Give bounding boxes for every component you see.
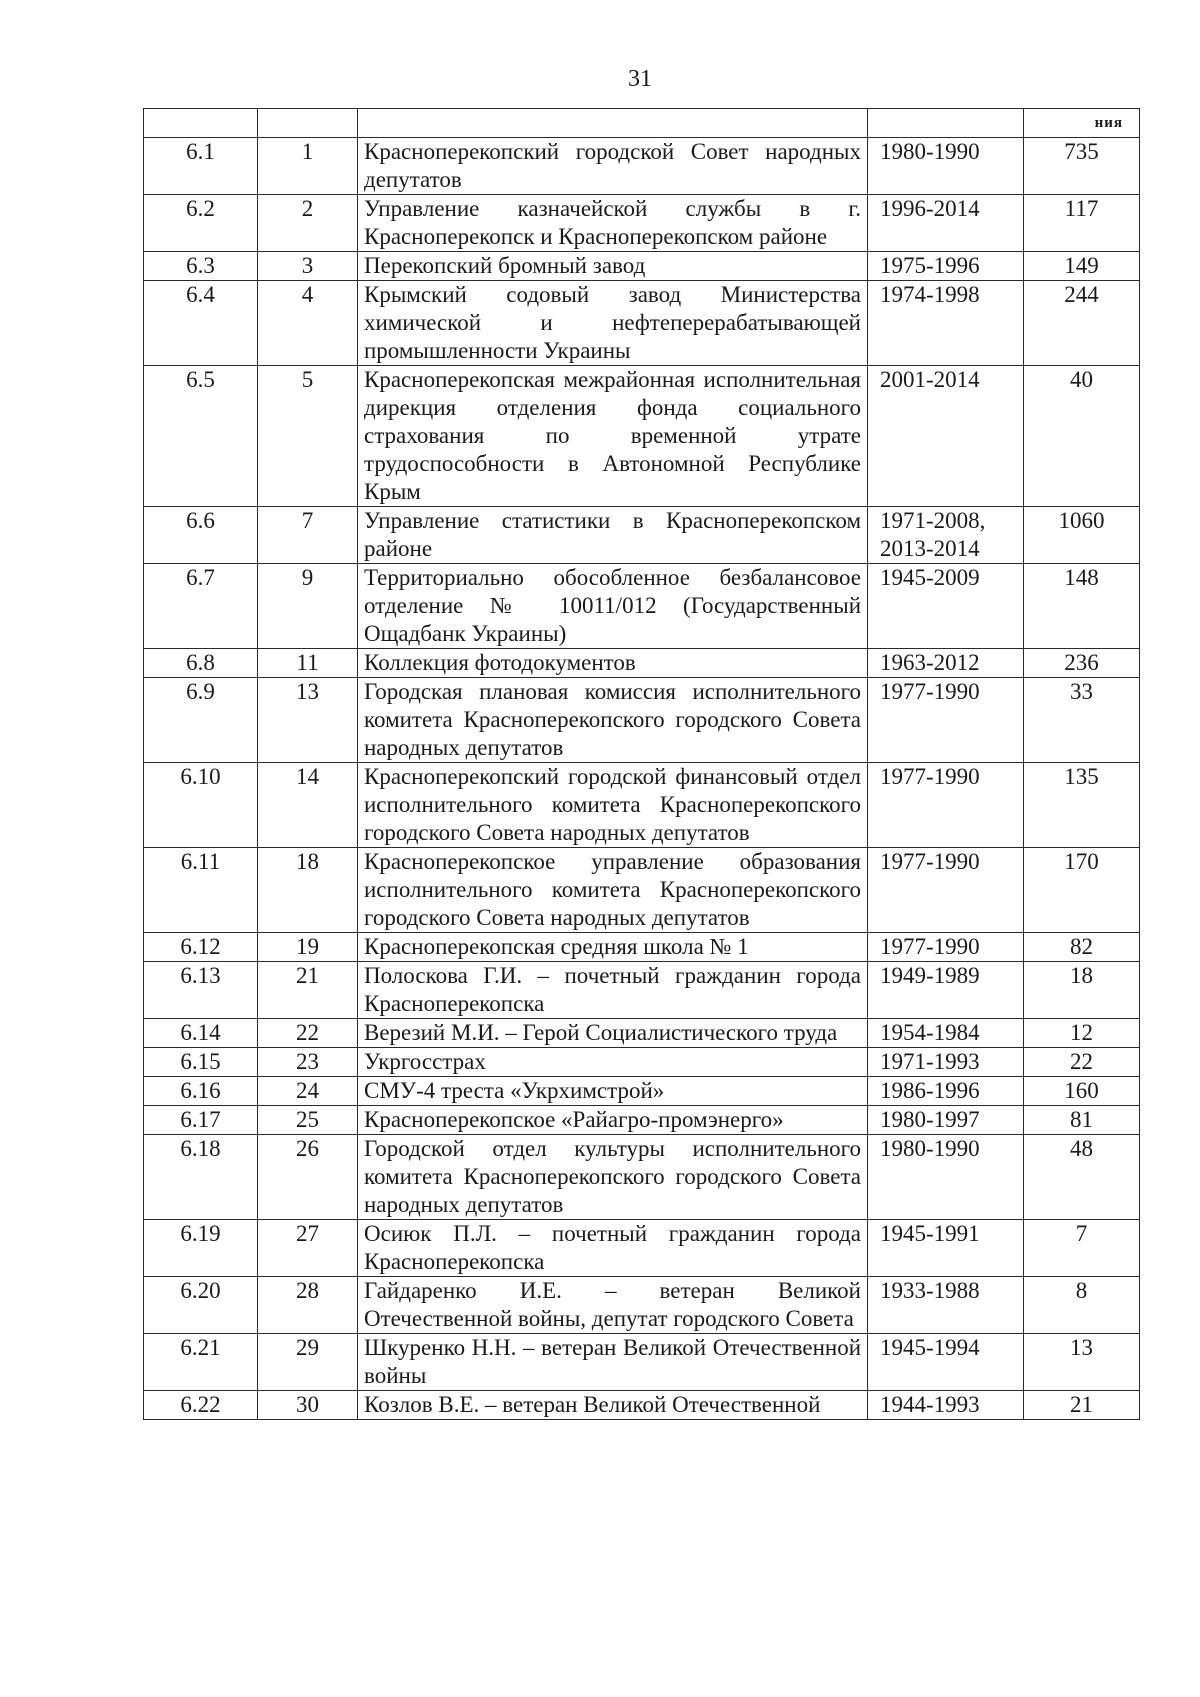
row-section-number: 6.4: [144, 281, 258, 366]
row-section-number: 6.5: [144, 366, 258, 507]
row-fond-number: 23: [258, 1048, 358, 1077]
page-number: 31: [628, 66, 652, 92]
row-section-number: 6.18: [144, 1135, 258, 1220]
row-fond-name: Шкуренко Н.Н. – ветеран Великой Отечественной войны: [358, 1334, 868, 1391]
row-item-count: 148: [1024, 564, 1140, 649]
row-fond-name: Укргосстрах: [358, 1048, 868, 1077]
row-fond-name: Красноперекопская межрайонная исполнительная дирекция отделения фонда социального страхования по временной утрате трудоспособности в Автономной Республике Крым: [358, 366, 868, 507]
row-section-number: 6.13: [144, 962, 258, 1019]
row-years: 2001-2014: [868, 366, 1024, 507]
row-fond-name: Красноперекопское «Райагро-промэнерго»: [358, 1106, 868, 1135]
row-fond-number: 9: [258, 564, 358, 649]
archive-fonds-table: [143, 108, 1140, 1420]
row-fond-name: Коллекция фотодокументов: [358, 649, 868, 678]
row-fond-name: Осиюк П.Л. – почетный гражданин города Красноперекопска: [358, 1220, 868, 1277]
row-years: 1971-2008, 2013-2014: [868, 507, 1024, 564]
header-cell: [1024, 109, 1140, 138]
row-section-number: 6.16: [144, 1077, 258, 1106]
row-section-number: 6.6: [144, 507, 258, 564]
row-section-number: 6.1: [144, 138, 258, 195]
row-section-number: 6.22: [144, 1391, 258, 1420]
row-fond-number: 28: [258, 1277, 358, 1334]
header-cell: [258, 109, 358, 138]
row-section-number: 6.3: [144, 252, 258, 281]
table-row: [144, 564, 1140, 649]
row-years: 1980-1990: [868, 1135, 1024, 1220]
row-fond-name: Городская плановая комиссия исполнительного комитета Красноперекопского городского Совета народных депутатов: [358, 678, 868, 763]
row-item-count: 13: [1024, 1334, 1140, 1391]
table-header-row: [144, 109, 1140, 138]
row-section-number: 6.11: [144, 848, 258, 933]
row-fond-name: Территориально обособленное безбалансовое отделение № 10011/012 (Государственный Ощадбанк Украины): [358, 564, 868, 649]
row-item-count: 21: [1024, 1391, 1140, 1420]
table-row: [144, 1277, 1140, 1334]
row-fond-number: 25: [258, 1106, 358, 1135]
row-years: 1944-1993: [868, 1391, 1024, 1420]
row-section-number: 6.12: [144, 933, 258, 962]
row-item-count: 82: [1024, 933, 1140, 962]
row-fond-name: Крымский содовый завод Министерства химической и нефтеперерабатывающей промышленности Украины: [358, 281, 868, 366]
row-fond-number: 30: [258, 1391, 358, 1420]
table-row: [144, 649, 1140, 678]
row-years: 1933-1988: [868, 1277, 1024, 1334]
table-row: [144, 763, 1140, 848]
row-fond-number: 2: [258, 195, 358, 252]
row-section-number: 6.7: [144, 564, 258, 649]
header-fragment: ния: [1094, 115, 1123, 131]
row-fond-number: 29: [258, 1334, 358, 1391]
row-fond-name: Верезий М.И. – Герой Социалистического труда: [358, 1019, 868, 1048]
row-item-count: 33: [1024, 678, 1140, 763]
row-fond-number: 19: [258, 933, 358, 962]
row-years: 1954-1984: [868, 1019, 1024, 1048]
row-section-number: 6.17: [144, 1106, 258, 1135]
row-fond-name: Красноперекопский городской финансовый отдел исполнительного комитета Красноперекопского городского Совета народных депутатов: [358, 763, 868, 848]
row-fond-name: Полоскова Г.И. – почетный гражданин города Красноперекопска: [358, 962, 868, 1019]
table-row: [144, 848, 1140, 933]
row-section-number: 6.10: [144, 763, 258, 848]
row-item-count: 149: [1024, 252, 1140, 281]
row-years: 1980-1990: [868, 138, 1024, 195]
table-row: [144, 1391, 1140, 1420]
row-section-number: 6.21: [144, 1334, 258, 1391]
row-fond-name: Красноперекопская средняя школа № 1: [358, 933, 868, 962]
row-section-number: 6.9: [144, 678, 258, 763]
table-row: [144, 281, 1140, 366]
row-fond-name: Городской отдел культуры исполнительного комитета Красноперекопского городского Совета народных депутатов: [358, 1135, 868, 1220]
row-years: 1945-1991: [868, 1220, 1024, 1277]
row-fond-name: Красноперекопское управление образования исполнительного комитета Красноперекопского городского Совета народных депутатов: [358, 848, 868, 933]
row-fond-number: 26: [258, 1135, 358, 1220]
row-fond-number: 3: [258, 252, 358, 281]
table-row: [144, 1220, 1140, 1277]
row-item-count: 135: [1024, 763, 1140, 848]
table-row: [144, 366, 1140, 507]
row-item-count: 236: [1024, 649, 1140, 678]
row-fond-number: 5: [258, 366, 358, 507]
row-years: 1963-2012: [868, 649, 1024, 678]
table-row: [144, 1019, 1140, 1048]
row-years: 1996-2014: [868, 195, 1024, 252]
row-item-count: 735: [1024, 138, 1140, 195]
row-fond-number: 24: [258, 1077, 358, 1106]
row-item-count: 117: [1024, 195, 1140, 252]
row-item-count: 8: [1024, 1277, 1140, 1334]
row-fond-number: 11: [258, 649, 358, 678]
row-years: 1977-1990: [868, 933, 1024, 962]
row-fond-number: 14: [258, 763, 358, 848]
row-fond-number: 18: [258, 848, 358, 933]
row-years: 1949-1989: [868, 962, 1024, 1019]
row-fond-number: 21: [258, 962, 358, 1019]
header-cell: [868, 109, 1024, 138]
row-item-count: 18: [1024, 962, 1140, 1019]
table-row: [144, 507, 1140, 564]
table-row: [144, 195, 1140, 252]
row-fond-number: 7: [258, 507, 358, 564]
table-row: [144, 933, 1140, 962]
row-section-number: 6.15: [144, 1048, 258, 1077]
row-years: 1974-1998: [868, 281, 1024, 366]
table-row: [144, 1135, 1140, 1220]
row-fond-name: Перекопский бромный завод: [358, 252, 868, 281]
row-fond-name: Управление казначейской службы в г. Красноперекопск и Красноперекопском районе: [358, 195, 868, 252]
row-years: 1977-1990: [868, 763, 1024, 848]
row-item-count: 48: [1024, 1135, 1140, 1220]
row-years: 1971-1993: [868, 1048, 1024, 1077]
row-section-number: 6.20: [144, 1277, 258, 1334]
row-item-count: 7: [1024, 1220, 1140, 1277]
row-item-count: 40: [1024, 366, 1140, 507]
row-fond-number: 1: [258, 138, 358, 195]
table-row: [144, 962, 1140, 1019]
row-item-count: 22: [1024, 1048, 1140, 1077]
row-fond-name: Гайдаренко И.Е. – ветеран Великой Отечественной войны, депутат городского Совета: [358, 1277, 868, 1334]
row-item-count: 1060: [1024, 507, 1140, 564]
row-item-count: 244: [1024, 281, 1140, 366]
row-years: 1945-2009: [868, 564, 1024, 649]
row-item-count: 81: [1024, 1106, 1140, 1135]
row-years: 1980-1997: [868, 1106, 1024, 1135]
header-cell: [144, 109, 258, 138]
row-years: 1977-1990: [868, 678, 1024, 763]
row-fond-number: 22: [258, 1019, 358, 1048]
row-fond-name: Управление статистики в Красноперекопском районе: [358, 507, 868, 564]
row-fond-number: 4: [258, 281, 358, 366]
row-item-count: 160: [1024, 1077, 1140, 1106]
table-row: [144, 1334, 1140, 1391]
row-years: 1977-1990: [868, 848, 1024, 933]
table-row: [144, 1106, 1140, 1135]
row-fond-number: 27: [258, 1220, 358, 1277]
table-row: [144, 1048, 1140, 1077]
table-row: [144, 1077, 1140, 1106]
row-section-number: 6.2: [144, 195, 258, 252]
row-item-count: 12: [1024, 1019, 1140, 1048]
header-cell: [358, 109, 868, 138]
row-fond-name: Козлов В.Е. – ветеран Великой Отечественной: [358, 1391, 868, 1420]
row-years: 1945-1994: [868, 1334, 1024, 1391]
table-row: [144, 138, 1140, 195]
table-row: [144, 252, 1140, 281]
row-section-number: 6.8: [144, 649, 258, 678]
row-years: 1986-1996: [868, 1077, 1024, 1106]
row-fond-name: СМУ-4 треста «Укрхимстрой»: [358, 1077, 868, 1106]
row-years: 1975-1996: [868, 252, 1024, 281]
row-fond-number: 13: [258, 678, 358, 763]
row-item-count: 170: [1024, 848, 1140, 933]
row-fond-name: Красноперекопский городской Совет народных депутатов: [358, 138, 868, 195]
row-section-number: 6.19: [144, 1220, 258, 1277]
table-row: [144, 678, 1140, 763]
row-section-number: 6.14: [144, 1019, 258, 1048]
